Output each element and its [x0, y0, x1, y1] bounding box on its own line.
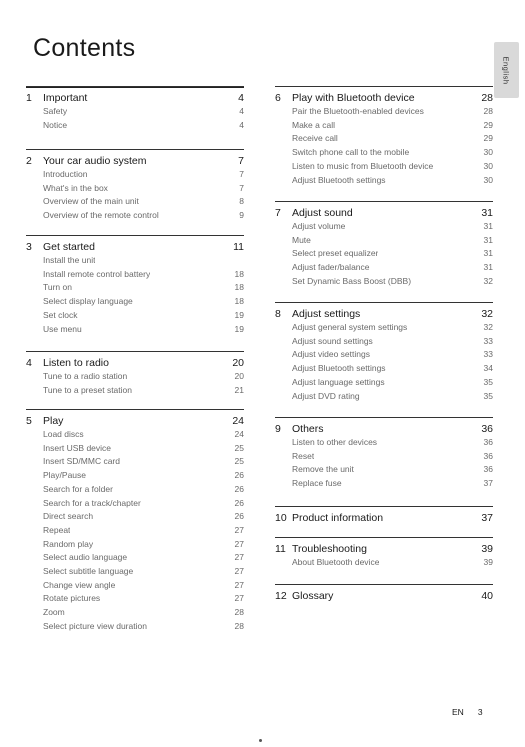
- toc-entry-page: 21: [234, 384, 244, 395]
- toc-entry[interactable]: [26, 579, 244, 593]
- toc-entry[interactable]: [26, 384, 244, 398]
- toc-entry-page: 7: [239, 169, 244, 179]
- toc-entry[interactable]: [275, 335, 493, 349]
- toc-entry-label: Overview of the remote control: [43, 210, 159, 221]
- section-number: 6: [275, 92, 281, 104]
- toc-entry-label: Search for a folder: [43, 483, 113, 494]
- section-number: 12: [275, 590, 287, 602]
- section-heading[interactable]: [275, 542, 493, 556]
- toc-entry-label: Select picture view duration: [43, 620, 147, 631]
- section-title: Listen to radio: [43, 357, 109, 369]
- toc-entry-label: Adjust language settings: [292, 376, 385, 387]
- section-title: Play with Bluetooth device: [292, 92, 415, 104]
- toc-entry-page: 28: [234, 620, 244, 631]
- footer-language: EN: [452, 707, 464, 717]
- section-title: Adjust sound: [292, 207, 353, 219]
- toc-entry-label: Introduction: [43, 169, 88, 179]
- toc-entry-label: Turn on: [43, 282, 72, 293]
- toc-entry-label: Repeat: [43, 524, 71, 535]
- toc-entry[interactable]: [26, 281, 244, 295]
- toc-entry-label: Adjust video settings: [292, 349, 370, 360]
- toc-entry-label: Mute: [292, 234, 311, 245]
- section-item-list: [26, 254, 244, 336]
- toc-entry[interactable]: [26, 620, 244, 634]
- section-rule: [275, 302, 493, 303]
- toc-entry-label: Change view angle: [43, 579, 116, 590]
- section-page-number: 4: [238, 92, 244, 104]
- section-page-number: 11: [233, 241, 244, 253]
- toc-entry-label: Install the unit: [43, 255, 96, 265]
- section-number: 3: [26, 241, 32, 253]
- toc-entry-label: Insert SD/MMC card: [43, 456, 120, 467]
- section-heading[interactable]: [275, 589, 493, 603]
- toc-entry-label: Adjust Bluetooth settings: [292, 363, 386, 374]
- side-tab-label: English: [502, 55, 512, 85]
- toc-entry-page: 18: [234, 268, 244, 279]
- toc-entry[interactable]: [26, 105, 244, 119]
- toc-entry-page: 32: [483, 322, 493, 332]
- toc-entry-label: Adjust DVD rating: [292, 390, 360, 401]
- toc-section: [26, 86, 244, 132]
- toc-section: [275, 302, 493, 403]
- toc-entry-label: Listen to music from Bluetooth device: [292, 160, 434, 171]
- section-number: 2: [26, 155, 32, 167]
- toc-entry-page: 4: [239, 106, 244, 116]
- toc-entry[interactable]: [275, 234, 493, 248]
- toc-entry[interactable]: [275, 132, 493, 146]
- toc-entry-label: Pair the Bluetooth-enabled devices: [292, 106, 424, 116]
- section-page-number: 37: [481, 512, 493, 524]
- toc-entry[interactable]: [275, 220, 493, 234]
- section-rule: [26, 235, 244, 236]
- section-rule: [275, 537, 493, 538]
- toc-entry[interactable]: [26, 428, 244, 442]
- toc-entry[interactable]: [26, 455, 244, 469]
- toc-entry-page: 4: [239, 119, 244, 130]
- section-rule: [275, 506, 493, 507]
- toc-entry-page: 30: [483, 160, 493, 171]
- section-item-list: [275, 220, 493, 289]
- toc-entry-page: 36: [483, 464, 493, 475]
- toc-entry-label: Select preset equalizer: [292, 248, 379, 259]
- toc-entry[interactable]: [275, 477, 493, 491]
- toc-entry-page: 7: [239, 182, 244, 193]
- section-rule: [26, 149, 244, 150]
- section-number: 11: [275, 543, 286, 555]
- toc-entry-label: Adjust fader/balance: [292, 262, 370, 273]
- toc-entry[interactable]: [26, 551, 244, 565]
- section-item-list: [275, 436, 493, 491]
- toc-section: [26, 235, 244, 336]
- toc-entry[interactable]: [275, 146, 493, 160]
- section-rule: [26, 86, 244, 87]
- toc-entry[interactable]: [26, 442, 244, 456]
- section-rule: [275, 86, 493, 87]
- section-number: 9: [275, 423, 281, 435]
- toc-entry-page: 36: [483, 437, 493, 447]
- toc-entry-label: Overview of the main unit: [43, 196, 139, 207]
- toc-entry-page: 27: [234, 566, 244, 577]
- toc-entry-page: 27: [234, 538, 244, 549]
- section-item-list: [26, 105, 244, 132]
- toc-entry[interactable]: [275, 119, 493, 133]
- toc-entry[interactable]: [26, 592, 244, 606]
- toc-entry-page: 8: [239, 196, 244, 207]
- toc-entry[interactable]: [275, 321, 493, 335]
- section-heading[interactable]: [275, 511, 493, 525]
- toc-entry-page: 33: [483, 349, 493, 360]
- toc-entry-page: 29: [483, 119, 493, 130]
- toc-entry-page: 30: [483, 174, 493, 185]
- toc-entry-page: 31: [483, 248, 493, 259]
- toc-entry-label: Remove the unit: [292, 464, 354, 475]
- section-page-number: 20: [232, 357, 244, 369]
- toc-entry[interactable]: [26, 168, 244, 182]
- toc-entry-label: Select audio language: [43, 552, 128, 563]
- section-page-number: 32: [481, 308, 493, 320]
- section-heading[interactable]: [275, 91, 493, 105]
- toc-entry-label: Receive call: [292, 133, 338, 144]
- toc-section: [26, 149, 244, 223]
- toc-entry[interactable]: [275, 275, 493, 289]
- toc-entry-label: Adjust Bluetooth settings: [292, 174, 386, 185]
- toc-section: [275, 201, 493, 289]
- section-heading[interactable]: [275, 307, 493, 321]
- toc-entry-label: Insert USB device: [43, 442, 112, 453]
- section-page-number: 28: [481, 92, 493, 104]
- toc-entry-label: Set clock: [43, 309, 78, 320]
- toc-entry-label: Load discs: [43, 429, 84, 439]
- toc-entry-page: 27: [234, 552, 244, 563]
- section-heading[interactable]: [26, 414, 244, 428]
- toc-entry-label: Listen to other devices: [292, 437, 378, 447]
- language-side-tab: [494, 42, 519, 98]
- toc-entry[interactable]: [26, 370, 244, 384]
- toc-entry-label: Direct search: [43, 511, 94, 522]
- toc-entry-label: Tune to a preset station: [43, 384, 132, 395]
- toc-entry-page: 33: [483, 335, 493, 346]
- toc-entry-label: Safety: [43, 106, 68, 116]
- toc-entry[interactable]: [275, 261, 493, 275]
- toc-entry-page: 26: [234, 497, 244, 508]
- toc-entry[interactable]: [275, 390, 493, 404]
- toc-entry-label: Adjust volume: [292, 221, 346, 231]
- toc-entry[interactable]: [26, 538, 244, 552]
- toc-entry-page: 24: [234, 429, 244, 439]
- toc-entry[interactable]: [275, 463, 493, 477]
- section-page-number: 7: [238, 155, 244, 167]
- toc-section: [275, 537, 493, 570]
- toc-entry[interactable]: [275, 450, 493, 464]
- toc-entry-page: 35: [483, 390, 493, 401]
- section-title: Adjust settings: [292, 308, 361, 320]
- toc-entry-label: Make a call: [292, 119, 335, 130]
- toc-section: [275, 584, 493, 603]
- section-item-list: [26, 370, 244, 397]
- toc-entry-label: Replace fuse: [292, 478, 342, 489]
- toc-entry-page: 31: [483, 262, 493, 273]
- section-item-list: [26, 168, 244, 223]
- section-page-number: 24: [232, 415, 244, 427]
- toc-entry-label: Zoom: [43, 607, 65, 618]
- toc-entry-label: Use menu: [43, 323, 82, 334]
- section-heading[interactable]: [26, 91, 244, 105]
- section-item-list: [275, 556, 493, 570]
- toc-entry-label: Install remote control battery: [43, 268, 151, 279]
- toc-entry[interactable]: [26, 309, 244, 323]
- section-title: Your car audio system: [43, 155, 147, 167]
- toc-entry-page: 29: [483, 133, 493, 144]
- section-rule: [275, 584, 493, 585]
- toc-entry[interactable]: [275, 362, 493, 376]
- section-rule: [26, 409, 244, 410]
- toc-entry-page: 34: [483, 363, 493, 374]
- toc-entry[interactable]: [26, 295, 244, 309]
- toc-section: [26, 409, 244, 634]
- toc-entry-label: Search for a track/chapter: [43, 497, 141, 508]
- section-page-number: 39: [481, 543, 493, 555]
- toc-entry[interactable]: [26, 182, 244, 196]
- toc-entry-page: 32: [483, 275, 493, 286]
- section-title: Others: [292, 423, 324, 435]
- toc-entry-page: 25: [234, 456, 244, 467]
- section-title: Play: [43, 415, 64, 427]
- page-title: Contents: [33, 34, 136, 62]
- toc-entry-label: Set Dynamic Bass Boost (DBB): [292, 275, 412, 286]
- toc-entry-page: 27: [234, 579, 244, 590]
- section-title: Glossary: [292, 590, 334, 602]
- toc-entry-page: 31: [483, 234, 493, 245]
- toc-entry[interactable]: [26, 209, 244, 223]
- section-heading[interactable]: [26, 154, 244, 168]
- section-number: 1: [26, 92, 32, 104]
- section-number: 8: [275, 308, 281, 320]
- toc-entry-page: 37: [483, 478, 493, 489]
- section-title: Troubleshooting: [292, 543, 367, 555]
- toc-entry-label: Reset: [292, 450, 315, 461]
- toc-entry[interactable]: [26, 510, 244, 524]
- toc-entry[interactable]: [26, 254, 244, 268]
- toc-entry[interactable]: [26, 119, 244, 133]
- toc-section: [275, 417, 493, 491]
- toc-entry-page: 28: [234, 607, 244, 618]
- section-number: 5: [26, 415, 32, 427]
- toc-entry-label: Switch phone call to the mobile: [292, 147, 410, 158]
- section-title: Product information: [292, 512, 384, 524]
- footer-page-number: 3: [477, 707, 483, 717]
- section-heading[interactable]: [26, 240, 244, 254]
- toc-entry-page: 19: [234, 323, 244, 334]
- toc-entry-label: Rotate pictures: [43, 593, 101, 604]
- toc-entry[interactable]: [275, 247, 493, 261]
- toc-section: [275, 86, 493, 187]
- section-rule: [275, 417, 493, 418]
- toc-section: [275, 506, 493, 525]
- toc-entry-page: 26: [234, 511, 244, 522]
- toc-entry-label: Tune to a radio station: [43, 371, 128, 381]
- section-heading[interactable]: [275, 422, 493, 436]
- toc-entry-page: 25: [234, 442, 244, 453]
- section-page-number: 40: [481, 590, 493, 602]
- toc-entry-label: Adjust general system settings: [292, 322, 408, 332]
- toc-entry-page: 27: [234, 593, 244, 604]
- toc-entry-page: 18: [234, 282, 244, 293]
- toc-entry-label: Random play: [43, 538, 94, 549]
- section-rule: [275, 201, 493, 202]
- section-item-list: [26, 428, 244, 634]
- section-heading[interactable]: [26, 356, 244, 370]
- toc-entry[interactable]: [275, 348, 493, 362]
- toc-entry[interactable]: [26, 565, 244, 579]
- toc-entry-label: Select display language: [43, 296, 133, 307]
- toc-entry-page: 26: [234, 470, 244, 481]
- toc-entry[interactable]: [275, 174, 493, 188]
- toc-entry-page: 19: [234, 309, 244, 320]
- page-footer: [452, 707, 483, 717]
- section-page-number: 36: [481, 423, 493, 435]
- section-title: Get started: [43, 241, 95, 253]
- toc-entry-label: Notice: [43, 119, 68, 130]
- section-item-list: [275, 321, 493, 403]
- toc-entry[interactable]: [275, 436, 493, 450]
- section-page-number: 31: [481, 207, 493, 219]
- toc-entry-label: What's in the box: [43, 182, 108, 193]
- toc-entry-page: 30: [483, 147, 493, 158]
- toc-entry[interactable]: [275, 160, 493, 174]
- toc-entry[interactable]: [26, 469, 244, 483]
- toc-entry-label: About Bluetooth device: [292, 557, 380, 567]
- toc-entry[interactable]: [26, 195, 244, 209]
- section-number: 4: [26, 357, 32, 369]
- toc-entry[interactable]: [275, 556, 493, 570]
- toc-entry-page: 39: [483, 557, 493, 567]
- section-heading[interactable]: [275, 206, 493, 220]
- toc-entry-page: 36: [483, 450, 493, 461]
- toc-entry[interactable]: [26, 497, 244, 511]
- toc-entry-page: 18: [234, 296, 244, 307]
- toc-entry[interactable]: [26, 483, 244, 497]
- toc-entry-page: 20: [234, 371, 244, 381]
- bottom-mark: [259, 739, 262, 742]
- toc-entry[interactable]: [275, 105, 493, 119]
- toc-entry-label: Play/Pause: [43, 470, 86, 481]
- toc-entry[interactable]: [275, 376, 493, 390]
- toc-entry-label: Select subtitle language: [43, 566, 134, 577]
- section-item-list: [275, 105, 493, 187]
- toc-section: [26, 351, 244, 397]
- toc-entry-page: 31: [483, 221, 493, 231]
- toc-entry-page: 26: [234, 483, 244, 494]
- toc-entry-page: 9: [239, 210, 244, 221]
- section-number: 10: [275, 512, 287, 524]
- toc-entry[interactable]: [26, 323, 244, 337]
- toc-entry[interactable]: [26, 606, 244, 620]
- toc-entry[interactable]: [26, 268, 244, 282]
- toc-entry[interactable]: [26, 524, 244, 538]
- toc-entry-page: 35: [483, 376, 493, 387]
- toc-entry-page: 27: [234, 524, 244, 535]
- toc-entry-page: 28: [483, 106, 493, 116]
- toc-entry-label: Adjust sound settings: [292, 335, 373, 346]
- section-title: Important: [43, 92, 88, 104]
- section-rule: [26, 351, 244, 352]
- section-number: 7: [275, 207, 281, 219]
